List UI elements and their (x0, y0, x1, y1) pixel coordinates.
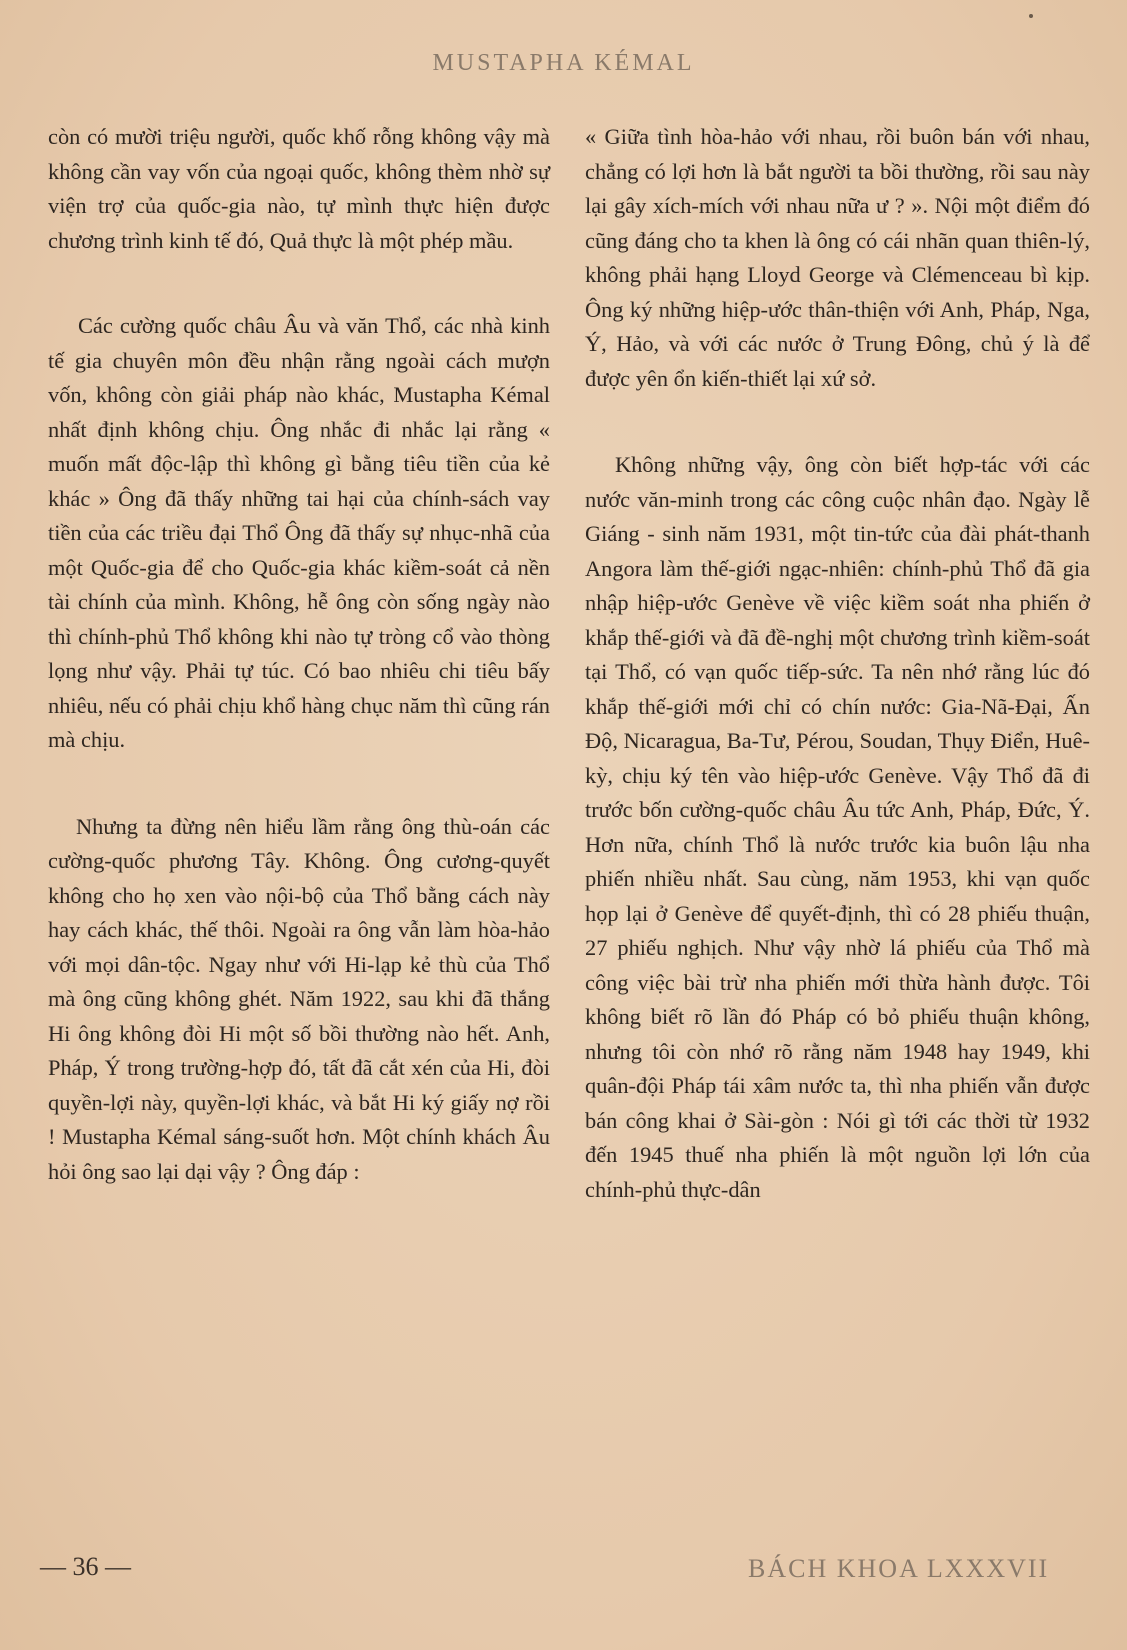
paragraph: Các cường quốc châu Âu và văn Thổ, các nhà kinh tế gia chuyên môn đều nhận rằng ngoài cách mượn vốn, không còn giải pháp nào khác, Mustapha Kémal nhất định không chịu. Ông nhắc đi nhắc lại rằng « muốn mất độc-lập thì không gì bằng tiêu tiền của kẻ khác » Ông đã thấy những tai hại của chính-sách vay tiền của các triều đại Thổ Ông đã thấy sự nhục-nhã của một Quốc-gia để cho Quốc-gia khác kiềm-soát cả nền tài chính của mình. Không, hễ ông còn sống ngày nào thì chính-phủ Thổ không khi nào tự tròng cổ vào thòng lọng như vậy. Phải tự túc. Có bao nhiêu chi tiêu bấy nhiêu, nếu có phải chịu khổ hàng chục năm thì cũng rán mà chịu. (48, 313, 550, 752)
paragraph: Nhưng ta đừng nên hiểu lầm rằng ông thù-oán các cường-quốc phương Tây. Không. Ông cương-quyết không cho họ xen vào nội-bộ của Thổ bằng cách này hay cách khác, thế thôi. Ngoài ra ông vẫn làm hòa-hảo với mọi dân-tộc. Ngay như với Hi-lạp kẻ thù của Thổ mà ông cũng không ghét. Năm 1922, sau khi đã thắng Hi ông không đòi Hi một số bồi thường nào hết. Anh, Pháp, Ý trong trường-hợp đó, tất đã cắt xén của Hi, đòi quyền-lợi này, quyền-lợi khác, và bắt Hi ký giấy nợ rồi ! Mustapha Kémal sáng-suốt hơn. Một chính khách Âu hỏi ông sao lại dại vậy ? Ông đáp : (48, 813, 550, 1184)
left-column (48, 120, 550, 1189)
running-header: MUSTAPHA KÉMAL (432, 50, 695, 76)
page-number: — 36 — (40, 1552, 131, 1581)
ink-dot (1029, 14, 1033, 18)
publication-footer: BÁCH KHOA LXXXVII (748, 1554, 1050, 1583)
paragraph: Không những vậy, ông còn biết hợp-tác với các nước văn-minh trong các công cuộc nhân đạo. Ngày lễ Giáng - sinh năm 1931, một tin-tức của đài phát-thanh Angora làm thế-giới ngạc-nhiên: chính-phủ Thổ đã gia nhập hiệp-ước Genève về việc kiềm soát nha phiến ở khắp thế-giới và đã đề-nghị một chương trình kiềm-soát tại Thổ, có vạn quốc tiếp-sức. Ta nên nhớ rằng lúc đó khắp thế-giới mới chỉ có chín nước: Gia-Nã-Đại, Ấn Độ, Nicaragua, Ba-Tư, Pérou, Soudan, Thụy Điển, Huê-kỳ, chịu ký tên vào hiệp-ước Genève. Vậy Thổ đã đi trước bốn cường-quốc châu Âu tức Anh, Pháp, Đức, Ý. Hơn nữa, chính Thổ là nước trước kia buôn lậu nha phiến nhiều nhất. Sau cùng, năm 1953, khi vạn quốc họp lại ở Genève để quyết-định, thì có 28 phiếu thuận, 27 phiếu nghịch. Như vậy nhờ lá phiếu của Thổ mà công việc bài trừ nha phiến mới thừa hành được. Tôi không biết rõ lần đó Pháp có bỏ phiếu thuận không, nhưng tôi còn nhớ rõ rằng năm 1948 hay 1949, khi quân-đội Pháp tái xâm nước ta, thì nha phiến vẫn được bán công khai ở Sài-gòn : Nói gì tới các thời từ 1932 đến 1945 thuế nha phiến là một nguồn lợi lớn của chính-phủ thực-dân (585, 452, 1090, 1202)
paragraph: « Giữa tình hòa-hảo với nhau, rồi buôn bán với nhau, chẳng có lợi hơn là bắt người ta bồi thường, rồi sau này lại gây xích-mích với nhau nữa ư ? ». Nội một điểm đó cũng đáng cho ta khen là ông có cái nhãn quan thiên-lý, không phải hạng Lloyd George và Clémenceau bì kịp. Ông ký những hiệp-ước thân-thiện với Anh, Pháp, Nga, Ý, Hảo, và với các nước ở Trung Đông, chủ ý là để được yên ổn kiến-thiết lại xứ sở. (585, 124, 1090, 391)
paragraph: còn có mười triệu người, quốc khố rỗng không vậy mà không cần vay vốn của ngoại quốc, không thèm nhờ sự viện trợ của quốc-gia nào, tự mình thực hiện được chương trình kinh tế đó, Quả thực là một phép mầu. (48, 124, 550, 253)
right-column (585, 120, 1090, 1207)
